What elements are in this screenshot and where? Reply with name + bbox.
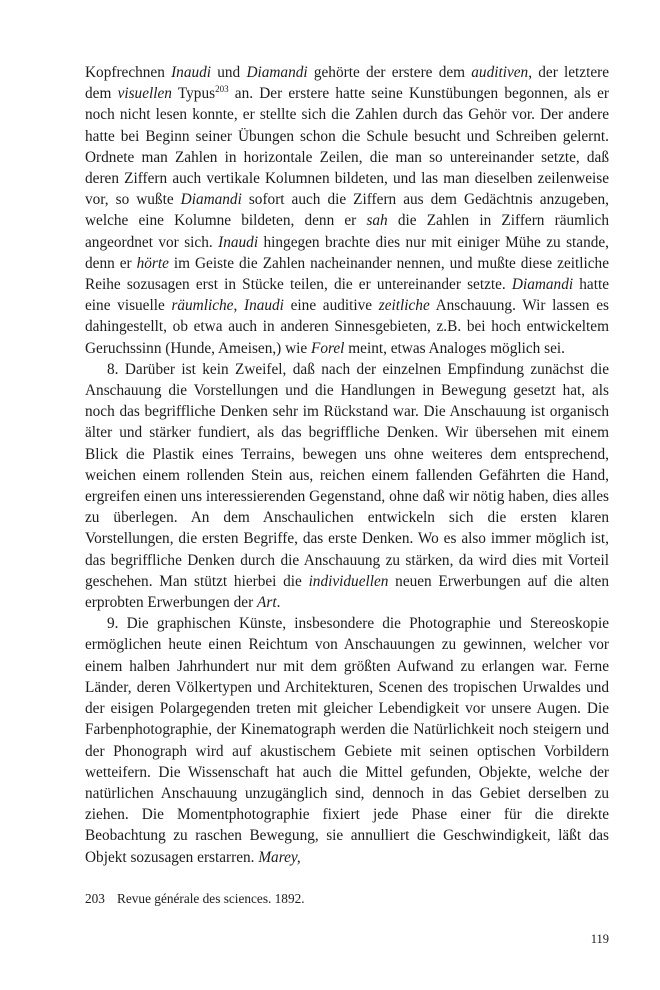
text-run: eine auditive [283, 297, 379, 315]
text-run: und [211, 64, 247, 81]
text-run: hingegen brachte dies nur mit einiger Mühe zu stande, denn er [85, 233, 609, 272]
italic-term: Marey, [258, 848, 301, 866]
text-run: sofort auch die Ziffern aus dem Gedächtnis anzugeben, welche eine Kolumne bildeten, denn er [85, 191, 610, 230]
text-run: Kopfrechnen [85, 64, 172, 81]
text-run: gehörte der erstere dem [307, 64, 472, 81]
text-run: , [233, 297, 244, 315]
italic-term: räumliche [171, 297, 234, 315]
text-run: 9. Die graphischen Künste, insbesondere die Photographie und Stereoskopie ermöglichen heute einen Reichtum von Anschauungen zu gewinnen, welcher vor einem halben Jahrhundert nur mit dem größten Aufwand zu erlangen war. Ferne Länder, deren Völkertypen und Architekturen, Scenen des tropischen Urwaldes und der eisigen Polargegenden treten mit gleicher Lebendigkeit vor unsere Augen. Die Farbenphotographie, der Kinematograph werden die Natürlichkeit noch steigern und der Phonograph wird auf akustischem Gebiete mit seinen optischen Vorbildern wetteifern. Die Wissenschaft hat auch die Mittel gefunden, Objekte, welche der natürlichen Anschauung unzugänglich sind, dennoch in das Gebiet derselben zu ziehen. Die Momentphotographie fixiert jede Phase einer für die direkte Beobachtung zu raschen Bewegung, sie annulliert die Geschwindigkeit, läßt das Objekt sozusagen erstarren. [85, 615, 609, 866]
italic-term: Diamandi [511, 276, 574, 294]
italic-term: Forel [311, 339, 345, 357]
italic-term: Inaudi [171, 64, 212, 81]
text-run: , der letztere dem [85, 64, 610, 103]
italic-term: sah [366, 212, 388, 230]
footnote-number: 203 [85, 891, 105, 906]
text-run: Typus [171, 85, 216, 103]
body-text [85, 62, 609, 868]
italic-term: Diamandi [180, 191, 242, 209]
text-run: . [276, 594, 281, 612]
italic-term: auditiven [471, 64, 529, 81]
italic-term: Inaudi [218, 233, 259, 251]
italic-term: visuellen [117, 85, 172, 103]
italic-term: Art [257, 594, 277, 612]
text-run: neuen Erwerbungen auf die alten erprobten Erwerbungen der [85, 572, 609, 612]
page-number: 119 [590, 932, 609, 946]
footnote [85, 890, 609, 908]
footnote-text: Revue générale des sciences. 1892. [117, 891, 305, 906]
text-run: die Zahlen in Ziffern räumlich angeordnet vor sich. [85, 212, 609, 251]
paragraph-inaudi-diamandi [85, 62, 609, 359]
text-run: hatte eine visuelle [85, 276, 609, 315]
paragraph-8 [85, 359, 609, 613]
paragraph-9 [85, 613, 609, 867]
text-run: meint, etwas Analoges möglich sei. [344, 339, 565, 357]
text-run: Anschauung. Wir lassen es dahingestellt, ob etwa auch in anderen Sinnesgebieten, z.B. bei hoch entwickeltem Geruchssinn (Hunde, Ameisen,) wie [85, 297, 609, 357]
italic-term: hörte [136, 254, 169, 272]
italic-term: zeitliche [378, 297, 430, 315]
italic-term: Inaudi [243, 297, 284, 315]
text-run: an. Der erstere hatte seine Kunstübungen begonnen, als er noch nicht lesen konnte, er stellte sich die Zahlen durch das Gehör vor. Der andere hatte bei Beginn seiner Übungen schon die Schule besucht und Schreiben gelernt. Ordnete man Zahlen in horizontale Zeilen, die man so untereinander setzte, daß deren Ziffern auch vertikale Kolumnen bildeten, und las man dieselben zeilenweise vor, so wußte [85, 85, 609, 209]
italic-term: individuellen [308, 572, 389, 590]
footnote-reference: 203 [215, 84, 229, 95]
text-run: 8. Darüber ist kein Zweifel, daß nach der einzelnen Empfindung zunächst die Anschauung die Vorstellungen und die Handlungen in Bewegung gesetzt hat, als noch das begriffliche Denken sehr im Rückstand war. Die Anschauung ist organisch älter und stärker fundiert, als das begriffliche Denken. Wir übersehen mit einem Blick die Plastik eines Terrains, bewegen uns ohne weiteres dem entsprechend, weichen einem rollenden Stein aus, reichen einem fallenden Gefährten die Hand, ergreifen einen uns interessierenden Gegenstand, ohne daß wir nötig haben, dies alles zu überlegen. An dem Anschaulichen entwickeln sich die ersten klaren Vorstellungen, die ersten Begriffe, das erste Denken. Wo es also immer möglich ist, das begriffliche Denken durch die Anschauung zu stärken, da wird dies mit Vorteil geschehen. Man stützt hierbei die [85, 360, 609, 590]
text-run: im Geiste die Zahlen nacheinander nennen, und mußte diese zeitliche Reihe sozusagen erst in Stücke teilen, die er untereinander setzte. [85, 254, 609, 294]
italic-term: Diamandi [246, 64, 308, 81]
